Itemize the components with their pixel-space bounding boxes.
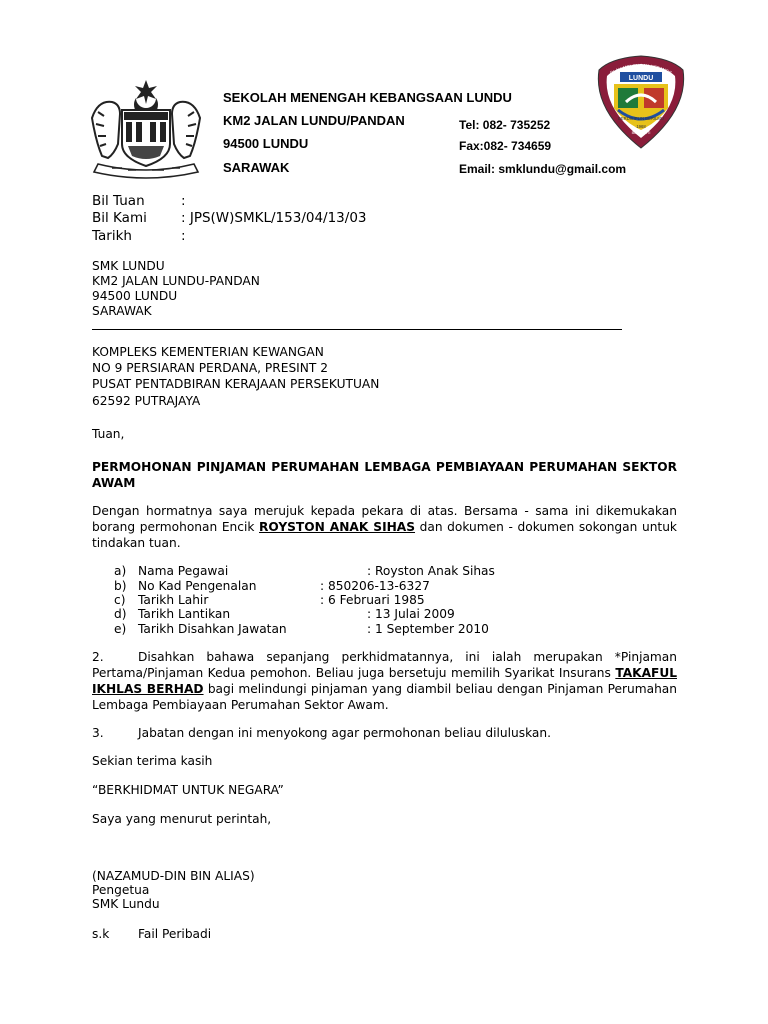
badge-year-text: 1968 [636, 124, 646, 129]
sender-line-2: KM2 JALAN LUNDU-PANDAN [92, 274, 260, 288]
sender-line-1: SMK LUNDU [92, 259, 165, 273]
detail-label-tarikh-lantikan: Tarikh Lantikan [138, 607, 231, 621]
reference-value-tarikh: : [181, 228, 186, 244]
paragraph-3-number: 3. [92, 726, 104, 740]
coat-of-arms-logo [88, 78, 204, 184]
paragraph-2-text-after: bagi melindungi pinjaman yang diambil beliau dengan Pinjaman Perumahan Lembaga Pembiayaan Perumahan Sektor Awam. [92, 682, 677, 712]
reference-label-tarikh: Tarikh [92, 228, 132, 244]
subject-heading: PERMOHONAN PINJAMAN PERUMAHAN LEMBAGA PEMBIAYAAN PERUMAHAN SEKTOR AWAM [92, 460, 677, 490]
detail-value-nama-pegawai: : Royston Anak Sihas [367, 564, 495, 578]
detail-key-b: b) [114, 579, 127, 593]
recipient-line-4: 62592 PUTRAJAYA [92, 394, 201, 408]
closing-motto: “BERKHIDMAT UNTUK NEGARA” [92, 783, 284, 797]
insurance-company: TAKAFUL IKHLAS BERHAD [92, 666, 677, 696]
email-address: Email: smklundu@gmail.com [459, 162, 627, 176]
separator-line [92, 329, 622, 330]
school-address-line-2: 94500 LUNDU [223, 136, 309, 151]
cc-value: Fail Peribadi [138, 927, 212, 941]
signatory-school: SMK Lundu [92, 897, 160, 911]
paragraph-2-number: 2. [92, 650, 104, 664]
detail-value-tarikh-disahkan-jawatan: : 1 September 2010 [367, 622, 489, 636]
reference-label-bil-kami: Bil Kami [92, 210, 147, 226]
badge-motto-text: BERDISIPLIN BERILMU [618, 116, 664, 121]
reference-value-bil-tuan: : [181, 193, 186, 209]
detail-key-e: e) [114, 622, 127, 636]
paragraph-3-text: Jabatan dengan ini menyokong agar permohonan beliau diluluskan. [138, 726, 551, 740]
badge-bottom-text: BERBAKTI [631, 131, 651, 135]
detail-key-c: c) [114, 593, 126, 607]
paragraph-2 [92, 649, 677, 713]
school-badge-logo [596, 54, 686, 150]
detail-label-tarikh-disahkan-jawatan: Tarikh Disahkan Jawatan [138, 622, 287, 636]
detail-key-d: d) [114, 607, 127, 621]
detail-label-nama-pegawai: Nama Pegawai [138, 564, 229, 578]
cc-label: s.k [92, 927, 110, 941]
signatory-name: (NAZAMUD-DIN BIN ALIAS) [92, 869, 255, 883]
paragraph-2-text-before: Disahkan bahawa sepanjang perkhidmatannya, ini ialah merupakan *Pinjaman Pertama/Pinjaman Kedua pemohon. Beliau juga bersetuju memilih Syarikat Insurans [92, 650, 677, 680]
closing-thanks: Sekian terima kasih [92, 754, 213, 768]
intro-text-after: dan dokumen - dokumen sokongan untuk tindakan tuan. [92, 520, 677, 550]
sender-line-3: 94500 LUNDU [92, 289, 178, 303]
intro-text-before: Dengan hormatnya saya merujuk kepada pekara di atas. Bersama - sama ini dikemukakan borang permohonan Encik [92, 504, 677, 534]
telephone-number: Tel: 082- 735252 [459, 118, 551, 132]
detail-key-a: a) [114, 564, 127, 578]
closing-sign-off: Saya yang menurut perintah, [92, 812, 272, 826]
sender-line-4: SARAWAK [92, 304, 152, 318]
badge-top-text: OLAH MENENGAH KEBANGS [608, 62, 673, 76]
recipient-line-3: PUSAT PENTADBIRAN KERAJAAN PERSEKUTUAN [92, 377, 380, 391]
detail-value-no-kad-pengenalan: : 850206-13-6327 [320, 579, 430, 593]
detail-value-tarikh-lantikan: : 13 Julai 2009 [367, 607, 455, 621]
fax-number: Fax:082- 734659 [459, 139, 552, 153]
badge-name-text: LUNDU [628, 75, 654, 82]
intro-paragraph [92, 503, 677, 551]
signatory-title: Pengetua [92, 883, 150, 897]
detail-label-tarikh-lahir: Tarikh Lahir [138, 593, 209, 607]
applicant-name: ROYSTON ANAK SIHAS [259, 520, 416, 534]
recipient-line-1: KOMPLEKS KEMENTERIAN KEWANGAN [92, 345, 324, 359]
salutation: Tuan, [92, 427, 125, 441]
recipient-line-2: NO 9 PERSIARAN PERDANA, PRESINT 2 [92, 361, 328, 375]
school-name: SEKOLAH MENENGAH KEBANGSAAN LUNDU [223, 90, 512, 105]
school-address-line-3: SARAWAK [223, 160, 290, 175]
reference-label-bil-tuan: Bil Tuan [92, 193, 145, 209]
detail-value-tarikh-lahir: : 6 Februari 1985 [320, 593, 425, 607]
school-address-line-1: KM2 JALAN LUNDU/PANDAN [223, 113, 405, 128]
detail-label-no-kad-pengenalan: No Kad Pengenalan [138, 579, 257, 593]
reference-value-bil-kami: : JPS(W)SMKL/153/04/13/03 [181, 210, 367, 226]
